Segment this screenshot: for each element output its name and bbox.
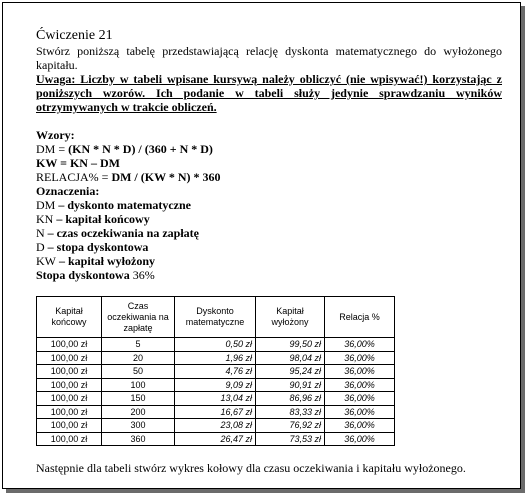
table-cell: 4,76 zł [175,365,256,379]
table-header-cell: Relacja % [325,297,395,338]
table-header-cell: Kapitał wyłożony [256,297,325,338]
table-row [37,351,395,365]
table-cell: 36,00% [325,405,395,419]
formula-relacja: RELACJA% = DM / (KW * N) * 360 [36,170,221,184]
table-cell: 98,04 zł [256,351,325,365]
table-cell: 83,33 zł [256,405,325,419]
table-cell: 95,24 zł [256,365,325,379]
warning-text: Uwaga: Liczby w tabeli wpisane kursywą należy obliczyć (nie wpisywać!) korzystając z poniższych wzorów. Ich podanie w tabeli służy jedynie sprawdzaniu wyników otrzymywanych w trakcie obliczeń. [36,72,502,114]
table-cell: 150 [102,392,175,406]
table-cell: 200 [102,405,175,419]
table-cell: 76,92 zł [256,419,325,433]
table-cell: 100,00 zł [37,378,102,392]
table-row [37,378,395,392]
table-row [37,365,395,379]
table-header-row [37,297,395,338]
table-cell: 23,08 zł [175,419,256,433]
table-header-cell: Dyskonto matematyczne [175,297,256,338]
table-cell: 5 [102,338,175,352]
footer-instruction: Następnie dla tabeli stwórz wykres kołowy dla czasu oczekiwania i kapitału wyłożonego. [36,461,466,475]
table-cell: 50 [102,365,175,379]
document-frame [2,2,521,489]
rate-line: Stopa dyskontowa 36% [36,268,155,282]
table-row [37,338,395,352]
table-row [37,419,395,433]
table-cell: 36,00% [325,419,395,433]
table-cell: 90,91 zł [256,378,325,392]
table-cell: 26,47 zł [175,432,256,446]
table-cell: 36,00% [325,378,395,392]
table-cell: 100,00 zł [37,419,102,433]
legend-heading: Oznaczenia: [36,184,100,198]
table-row [37,432,395,446]
table-cell: 100,00 zł [37,338,102,352]
table-cell: 360 [102,432,175,446]
table-cell: 100,00 zł [37,351,102,365]
table-cell: 0,50 zł [175,338,256,352]
table-cell: 16,67 zł [175,405,256,419]
discount-table [36,296,395,446]
intro-text: Stwórz poniższą tabelę przedstawiającą relację dyskonta matematycznego do wyłożonego kapitału. [36,44,502,72]
formula-dm: DM = (KN * N * D) / (360 + N * D) [36,142,213,156]
table-cell: 13,04 zł [175,392,256,406]
legend-item: KN – kapitał końcowy [36,212,150,226]
table-row [37,392,395,406]
table-cell: 36,00% [325,351,395,365]
exercise-title: Ćwiczenie 21 [36,28,113,43]
table-cell: 99,50 zł [256,338,325,352]
table-cell: 36,00% [325,365,395,379]
table-cell: 1,96 zł [175,351,256,365]
table-cell: 100,00 zł [37,392,102,406]
table-cell: 86,96 zł [256,392,325,406]
formulas-heading: Wzory: [36,128,75,142]
table-cell: 36,00% [325,432,395,446]
table-cell: 9,09 zł [175,378,256,392]
legend-item: KW – kapitał wyłożony [36,254,156,268]
legend-item: D – stopa dyskontowa [36,240,149,254]
table-cell: 300 [102,419,175,433]
table-cell: 100,00 zł [37,432,102,446]
table-header-cell: Czas oczekiwania na zapłatę [102,297,175,338]
formula-kw: KW = KN – DM [36,156,120,170]
legend-list [36,198,502,268]
table-cell: 36,00% [325,338,395,352]
table-cell: 73,53 zł [256,432,325,446]
table-cell: 100,00 zł [37,405,102,419]
legend-item: DM – dyskonto matematyczne [36,198,191,212]
table-row [37,405,395,419]
table-cell: 100,00 zł [37,365,102,379]
legend-item: N – czas oczekiwania na zapłatę [36,226,199,240]
document-content [36,28,502,475]
table-cell: 36,00% [325,392,395,406]
table-header-cell: Kapitał końcowy [37,297,102,338]
table-cell: 20 [102,351,175,365]
table-cell: 100 [102,378,175,392]
table-body [37,338,395,446]
